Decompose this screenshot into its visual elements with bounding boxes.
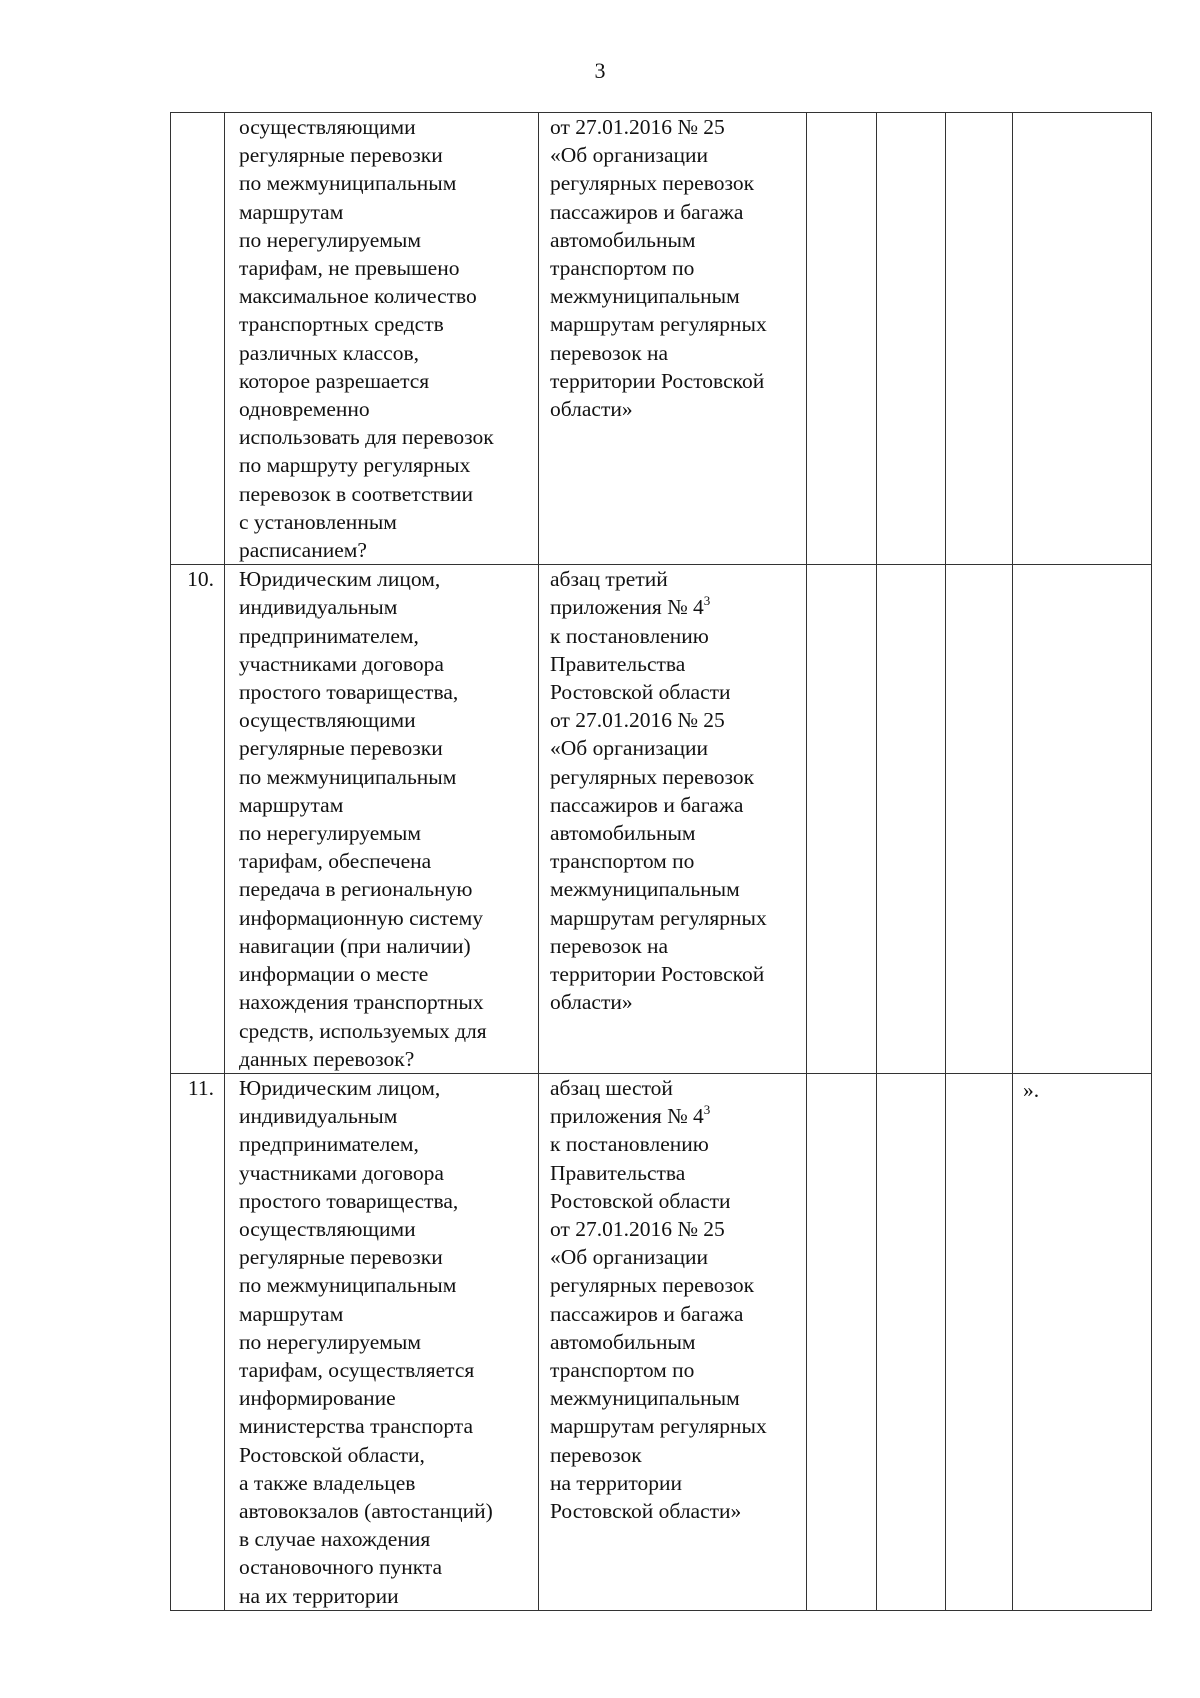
reference-paragraph: абзац третий bbox=[550, 567, 668, 592]
text-line: Ростовской области bbox=[550, 1188, 731, 1213]
text-line: по нерегулируемым bbox=[239, 1329, 421, 1354]
appendix-superscript: 3 bbox=[703, 1101, 711, 1117]
text-line: маршрутам регулярных bbox=[550, 312, 767, 337]
text-line: транспортом по bbox=[550, 849, 695, 874]
text-line: информации о месте bbox=[239, 962, 429, 987]
question-cell bbox=[225, 565, 539, 1074]
text-line: регулярные перевозки bbox=[239, 736, 443, 761]
legal-reference-cell bbox=[539, 1073, 807, 1610]
text-line: Юридическим лицом, bbox=[239, 567, 441, 592]
text-line: использовать для перевозок bbox=[239, 425, 494, 450]
text-line: осуществляющими bbox=[239, 708, 416, 733]
text-line: остановочного пункта bbox=[239, 1555, 443, 1580]
table-row bbox=[171, 113, 1152, 565]
text-line: простого товарищества, bbox=[239, 680, 459, 705]
text-line: Ростовской области, bbox=[239, 1442, 425, 1467]
text-line: автовокзалов (автостанций) bbox=[239, 1498, 493, 1523]
text-line: «Об организации bbox=[550, 1245, 709, 1270]
row-number bbox=[171, 113, 225, 565]
text-line: регулярных перевозок bbox=[550, 1273, 755, 1298]
text-line: межмуниципальным bbox=[550, 877, 740, 902]
text-line: межмуниципальным bbox=[550, 1386, 740, 1411]
text-line: области» bbox=[550, 990, 633, 1015]
text-line: маршрутам регулярных bbox=[550, 905, 767, 930]
text-line: перевозок на bbox=[550, 933, 669, 958]
text-line: регулярные перевозки bbox=[239, 143, 443, 168]
appendix-superscript: 3 bbox=[703, 593, 711, 609]
note-cell bbox=[1013, 565, 1152, 1074]
page-number: 3 bbox=[594, 58, 606, 83]
text-line: по межмуниципальным bbox=[239, 1273, 457, 1298]
text-line: перевозок в соответствии bbox=[239, 481, 474, 506]
row-number: 10. bbox=[171, 565, 225, 1074]
text-line: а также владельцев bbox=[239, 1470, 416, 1495]
text-line: регулярных перевозок bbox=[550, 171, 755, 196]
text-line: расписанием? bbox=[239, 538, 367, 563]
text-line: индивидуальным bbox=[239, 1104, 398, 1129]
empty-cell bbox=[877, 1073, 946, 1610]
text-line: с установленным bbox=[239, 509, 397, 534]
note-cell bbox=[1013, 113, 1152, 565]
text-line: перевозок bbox=[550, 1442, 642, 1467]
text-line: маршрутам bbox=[239, 199, 344, 224]
text-line: от 27.01.2016 № 25 bbox=[550, 708, 725, 733]
empty-cell bbox=[946, 565, 1013, 1074]
text-line: Правительства bbox=[550, 651, 686, 676]
empty-cell bbox=[877, 565, 946, 1074]
table-row bbox=[171, 565, 1152, 1074]
text-line: автомобильным bbox=[550, 1329, 696, 1354]
text-line: информирование bbox=[239, 1386, 396, 1411]
text-line: максимальное количество bbox=[239, 284, 477, 309]
text-line: межмуниципальным bbox=[550, 284, 740, 309]
text-line: маршрутам регулярных bbox=[550, 1414, 767, 1439]
question-cell bbox=[225, 113, 539, 565]
text-line: пассажиров и багажа bbox=[550, 199, 744, 224]
text-line: Ростовской области bbox=[550, 680, 731, 705]
text-line: Юридическим лицом, bbox=[239, 1075, 441, 1100]
text-line: средств, используемых для bbox=[239, 1018, 487, 1043]
text-line: регулярные перевозки bbox=[239, 1245, 443, 1270]
text-line: от 27.01.2016 № 25 bbox=[550, 115, 725, 139]
empty-cell bbox=[946, 1073, 1013, 1610]
empty-cell bbox=[946, 113, 1013, 565]
text-line: нахождения транспортных bbox=[239, 990, 484, 1015]
text-line: данных перевозок? bbox=[239, 1046, 415, 1071]
text-line: пассажиров и багажа bbox=[550, 1301, 744, 1326]
text-line: перевозок на bbox=[550, 340, 669, 365]
checklist-table bbox=[170, 112, 1152, 1611]
text-line: в случае нахождения bbox=[239, 1527, 431, 1552]
text-line: по нерегулируемым bbox=[239, 227, 421, 252]
empty-cell bbox=[807, 113, 877, 565]
text-line: маршрутам bbox=[239, 1301, 344, 1326]
text-line: к постановлению bbox=[550, 1132, 709, 1157]
text-line: тарифам, обеспечена bbox=[239, 849, 432, 874]
legal-reference-cell bbox=[539, 113, 807, 565]
text-line: по нерегулируемым bbox=[239, 821, 421, 846]
question-cell bbox=[225, 1073, 539, 1610]
text-line: индивидуальным bbox=[239, 595, 398, 620]
empty-cell bbox=[877, 113, 946, 565]
text-line: территории Ростовской bbox=[550, 368, 765, 393]
text-line: осуществляющими bbox=[239, 115, 416, 139]
text-line: «Об организации bbox=[550, 736, 709, 761]
closing-quote-cell: ». bbox=[1013, 1073, 1152, 1610]
text-line: передача в региональную bbox=[239, 877, 473, 902]
text-line: информационную систему bbox=[239, 905, 483, 930]
text-line: от 27.01.2016 № 25 bbox=[550, 1216, 725, 1241]
text-line: Правительства bbox=[550, 1160, 686, 1185]
text-line: участниками договора bbox=[239, 651, 444, 676]
empty-cell bbox=[807, 1073, 877, 1610]
text-line: простого товарищества, bbox=[239, 1188, 459, 1213]
text-line: по межмуниципальным bbox=[239, 171, 457, 196]
text-line: маршрутам bbox=[239, 792, 344, 817]
text-line: навигации (при наличии) bbox=[239, 933, 471, 958]
reference-paragraph: абзац шестой bbox=[550, 1075, 673, 1100]
text-line: одновременно bbox=[239, 397, 370, 422]
row-number: 11. bbox=[171, 1073, 225, 1610]
reference-appendix: приложения № $4^3$ bbox=[550, 1101, 711, 1129]
text-line: автомобильным bbox=[550, 821, 696, 846]
text-line: на территории bbox=[550, 1470, 682, 1495]
text-line: по маршруту регулярных bbox=[239, 453, 471, 478]
text-line: осуществляющими bbox=[239, 1216, 416, 1241]
text-line: автомобильным bbox=[550, 227, 696, 252]
text-line: транспортом по bbox=[550, 1357, 695, 1382]
text-line: пассажиров и багажа bbox=[550, 792, 744, 817]
text-line: территории Ростовской bbox=[550, 962, 765, 987]
legal-reference-cell bbox=[539, 565, 807, 1074]
text-line: тарифам, осуществляется bbox=[239, 1357, 475, 1382]
text-line: на их территории bbox=[239, 1583, 399, 1608]
text-line: «Об организации bbox=[550, 143, 709, 168]
text-line: регулярных перевозок bbox=[550, 764, 755, 789]
text-line: министерства транспорта bbox=[239, 1414, 474, 1439]
text-line: которое разрешается bbox=[239, 368, 430, 393]
text-line: Ростовской области» bbox=[550, 1498, 742, 1523]
text-line: области» bbox=[550, 397, 633, 422]
text-line: участниками договора bbox=[239, 1160, 444, 1185]
reference-appendix: приложения № $4^3$ bbox=[550, 593, 711, 620]
table-row bbox=[171, 1073, 1152, 1610]
text-line: тарифам, не превышено bbox=[239, 256, 460, 281]
text-line: по межмуниципальным bbox=[239, 764, 457, 789]
text-line: предпринимателем, bbox=[239, 1132, 419, 1157]
text-line: предпринимателем, bbox=[239, 623, 419, 648]
text-line: транспортных средств bbox=[239, 312, 444, 337]
text-line: транспортом по bbox=[550, 256, 695, 281]
text-line: к постановлению bbox=[550, 623, 709, 648]
text-line: различных классов, bbox=[239, 340, 419, 365]
empty-cell bbox=[807, 565, 877, 1074]
